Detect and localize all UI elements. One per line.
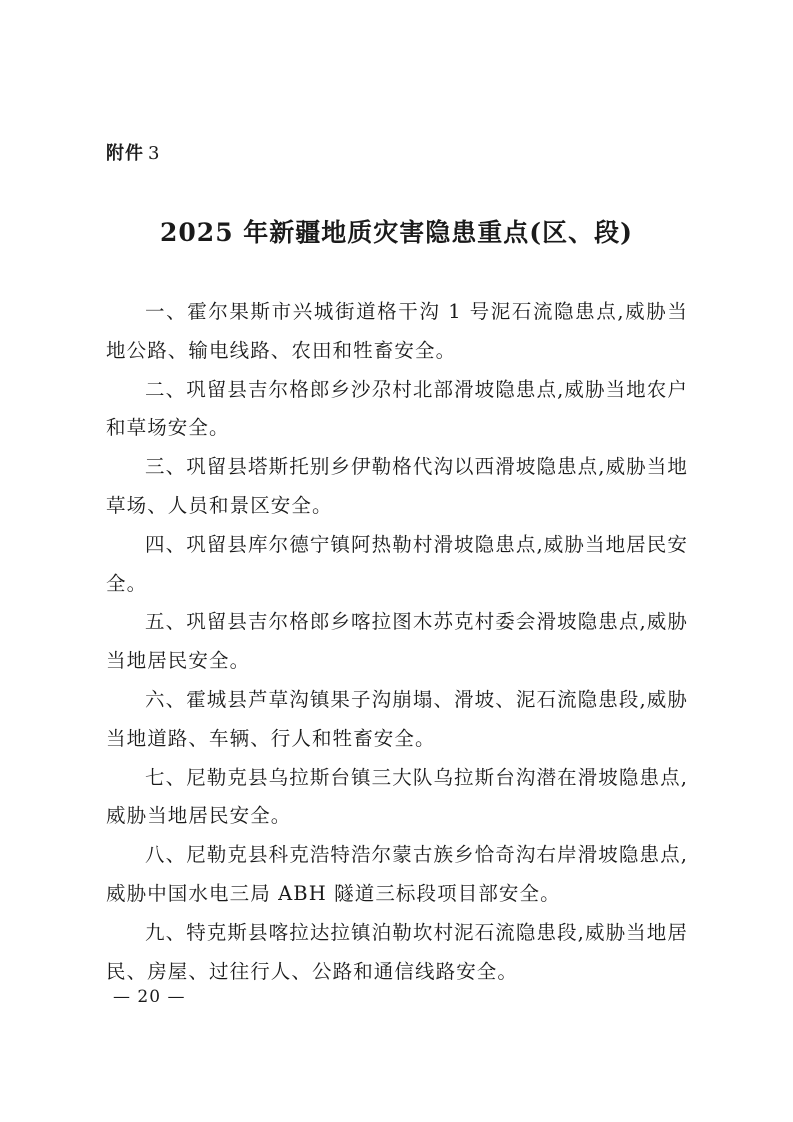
hazard-item: 五、巩留县吉尔格郎乡喀拉图木苏克村委会滑坡隐患点,威胁当地居民安全。 [106,610,688,673]
hazard-item: 三、巩留县塔斯托别乡伊勒格代沟以西滑坡隐患点,威胁当地草场、人员和景区安全。 [106,455,688,517]
hazard-list [106,293,688,991]
document-title: 2025 年新疆地质灾害隐患重点(区、段) [160,218,633,247]
page-number: — 20 — [113,987,186,1007]
hazard-item: 一、霍尔果斯市兴城街道格干沟 1 号泥石流隐患点,威胁当地公路、输电线路、农田和牲畜安全。 [106,300,688,362]
hazard-item: 六、霍城县芦草沟镇果子沟崩塌、滑坡、泥石流隐患段,威胁当地道路、车辆、行人和牲畜安全。 [106,687,688,750]
attachment-label-text: 附件 [106,143,144,164]
hazard-item: 四、巩留县库尔德宁镇阿热勒村滑坡隐患点,威胁当地居民安全。 [106,532,688,595]
attachment-label [106,139,160,165]
hazard-item: 七、尼勒克县乌拉斯台镇三大队乌拉斯台沟潜在滑坡隐患点,威胁当地居民安全。 [106,765,688,828]
hazard-item: 八、尼勒克县科克浩特浩尔蒙古族乡恰奇沟右岸滑坡隐患点,威胁中国水电三局 ABH 隧道三标段项目部安全。 [106,843,688,905]
hazard-item: 二、巩留县吉尔格郎乡沙尕村北部滑坡隐患点,威胁当地农户和草场安全。 [106,377,688,440]
attachment-number: 3 [148,143,161,164]
hazard-item: 九、特克斯县喀拉达拉镇泊勒坎村泥石流隐患段,威胁当地居民、房屋、过往行人、公路和通信线路安全。 [106,920,688,983]
